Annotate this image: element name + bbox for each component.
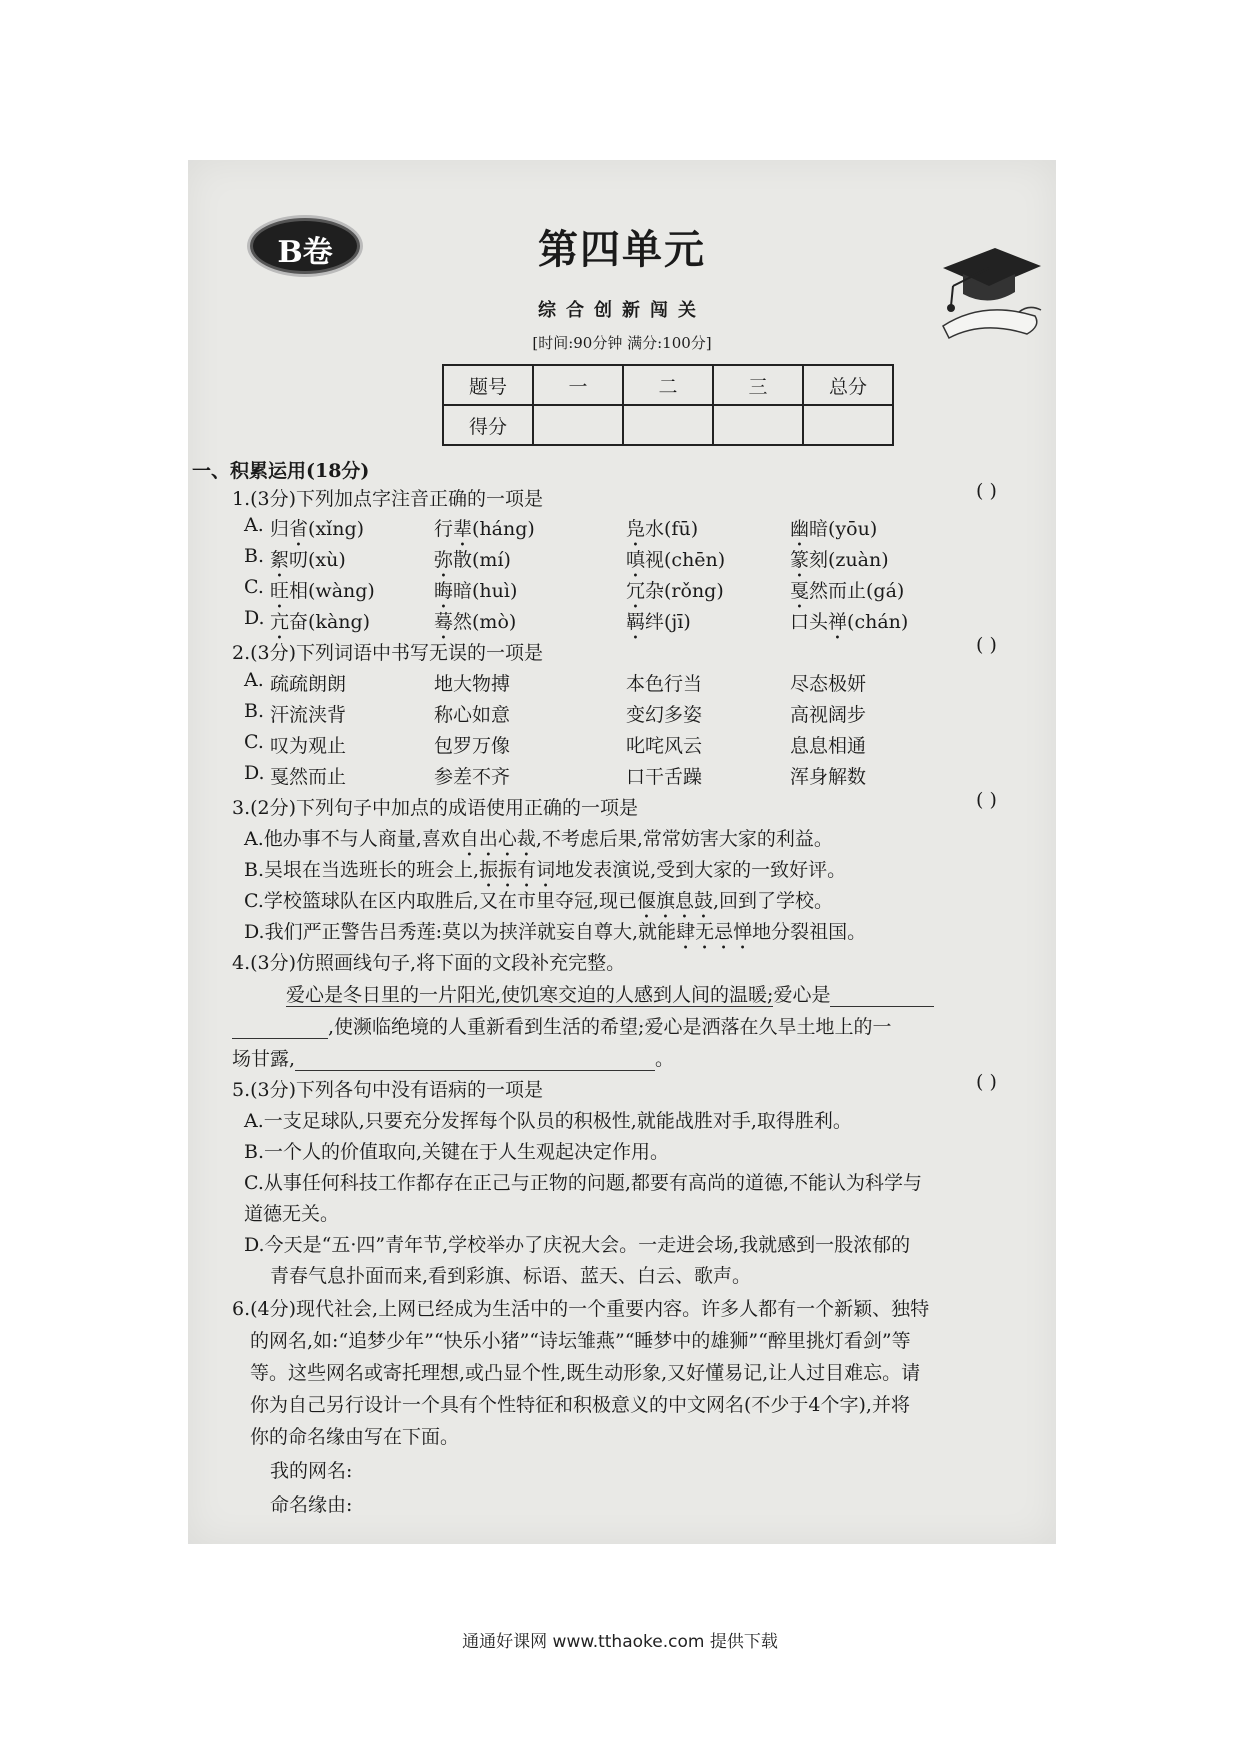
question-6-line: 你的命名缘由写在下面。	[250, 1426, 460, 1448]
score-header-cell: 一	[533, 365, 623, 405]
unit-title: 第四单元	[538, 226, 706, 273]
score-cell[interactable]	[713, 405, 803, 445]
volume-badge-text: B卷	[277, 235, 333, 270]
option-word: 口干舌躁	[626, 766, 703, 788]
option-word: 称心如意	[434, 704, 511, 726]
option-word: 息息相通	[790, 735, 867, 757]
option-word: 高视阔步	[790, 704, 867, 726]
option-letter: C.	[244, 576, 264, 598]
answer-blank[interactable]	[232, 1018, 328, 1039]
answer-paren[interactable]: ( )	[976, 480, 997, 502]
unit-subtitle: 综合创新闯关	[538, 300, 706, 321]
option-word: 幽暗(yōu)	[790, 518, 878, 540]
question-1-stem: 1.(3分)下列加点字注音正确的一项是	[232, 488, 544, 510]
option-word: 包罗万像	[434, 735, 511, 757]
question-4-stem: 4.(3分)仿照画线句子,将下面的文段补充完整。	[232, 952, 626, 974]
option-word: 地大物搏	[434, 673, 511, 695]
option-sentence: B.一个人的价值取向,关键在于人生观起决定作用。	[244, 1141, 670, 1163]
answer-blank[interactable]	[295, 1050, 655, 1071]
question-2-stem: 2.(3分)下列词语中书写无误的一项是	[232, 642, 544, 664]
option-letter: A.	[244, 669, 264, 691]
score-row-label: 得分	[443, 405, 533, 445]
graduation-cap-icon	[923, 230, 1053, 340]
question-3-stem: 3.(2分)下列句子中加点的成语使用正确的一项是	[232, 797, 639, 819]
naming-reason-label: 命名缘由:	[270, 1494, 353, 1516]
score-cell[interactable]	[533, 405, 623, 445]
score-header-cell: 三	[713, 365, 803, 405]
answer-paren[interactable]: ( )	[976, 789, 997, 811]
question-4-line: 爱心是冬日里的一片阳光,使饥寒交迫的人感到人间的温暖;爱心是	[286, 980, 934, 1007]
question-6-line: 你为自己另行设计一个具有个性特征和积极意义的中文网名(不少于4个字),并将	[250, 1394, 910, 1416]
option-word: 旺相(wàng)	[270, 580, 375, 602]
option-word: 羁绊(jī)	[626, 611, 691, 633]
option-sentence: A.他办事不与人商量,喜欢自出心裁,不考虑后果,常常妨害大家的利益。	[244, 828, 833, 850]
option-sentence: C.从事任何科技工作都存在正己与正物的问题,都要有高尚的道德,不能认为科学与	[244, 1172, 922, 1194]
option-word: 本色行当	[626, 673, 703, 695]
question-6-line: 的网名,如:“追梦少年”“快乐小猪”“诗坛雏燕”“睡梦中的雄狮”“醉里挑灯看剑”等	[250, 1330, 911, 1352]
option-letter: A.	[244, 514, 264, 536]
download-footer: 通通好课网 www.tthaoke.com 提供下载	[462, 1632, 778, 1652]
option-sentence-cont: 道德无关。	[244, 1203, 340, 1225]
option-word: 篆刻(zuàn)	[790, 549, 889, 571]
score-header-cell: 题号	[443, 365, 533, 405]
option-word: 疏疏朗朗	[270, 673, 347, 695]
question-4-line: ,使濒临绝境的人重新看到生活的希望;爱心是洒落在久旱土地上的一	[232, 1012, 891, 1039]
option-word: 絮叨(xù)	[270, 549, 346, 571]
option-word: 归省(xǐng)	[270, 518, 365, 540]
answer-paren[interactable]: ( )	[976, 634, 997, 656]
option-word: 汗流浃背	[270, 704, 347, 726]
option-word: 口头禅(chán)	[790, 611, 909, 633]
net-name-label: 我的网名:	[270, 1460, 353, 1482]
section-title: 一、积累运用(18分)	[192, 460, 370, 482]
option-letter: D.	[244, 762, 265, 784]
answer-paren[interactable]: ( )	[976, 1071, 997, 1093]
option-word: 冗杂(rǒng)	[626, 580, 724, 602]
time-info: [时间:90分钟 满分:100分]	[532, 334, 712, 352]
option-word: 叱咤风云	[626, 735, 703, 757]
score-header-cell: 二	[623, 365, 713, 405]
score-table	[442, 364, 894, 446]
scanned-page	[188, 160, 1056, 1544]
option-word: 弥散(mí)	[434, 549, 511, 571]
option-word: 戛然而止(gá)	[790, 580, 905, 602]
score-cell[interactable]	[803, 405, 893, 445]
option-word: 嗔视(chēn)	[626, 549, 726, 571]
option-word: 浑身解数	[790, 766, 867, 788]
option-word: 戛然而止	[270, 766, 347, 788]
answer-blank[interactable]	[830, 986, 934, 1007]
score-header-cell: 总分	[803, 365, 893, 405]
option-sentence: A.一支足球队,只要充分发挥每个队员的积极性,就能战胜对手,取得胜利。	[244, 1110, 852, 1132]
question-4-line: 场甘露, 。	[232, 1048, 675, 1070]
option-sentence-cont: 青春气息扑面而来,看到彩旗、标语、蓝天、白云、歌声。	[270, 1265, 752, 1287]
option-sentence: D.今天是“五·四”青年节,学校举办了庆祝大会。一走进会场,我就感到一股浓郁的	[244, 1234, 911, 1256]
option-word: 尽态极妍	[790, 673, 867, 695]
option-word: 蓦然(mò)	[434, 611, 517, 633]
option-sentence: C.学校篮球队在区内取胜后,又在市里夺冠,现已偃旗息鼓,回到了学校。	[244, 890, 834, 912]
question-6-stem: 6.(4分)现代社会,上网已经成为生活中的一个重要内容。许多人都有一个新颖、独特	[232, 1298, 930, 1320]
option-word: 参差不齐	[434, 766, 511, 788]
option-word: 亢奋(kàng)	[270, 611, 371, 633]
option-word: 行辈(háng)	[434, 518, 535, 540]
option-letter: C.	[244, 731, 264, 753]
question-6-line: 等。这些网名或寄托理想,或凸显个性,既生动形象,又好懂易记,让人过目难忘。请	[250, 1362, 921, 1384]
option-letter: B.	[244, 545, 265, 567]
score-cell[interactable]	[623, 405, 713, 445]
option-letter: D.	[244, 607, 265, 629]
option-word: 凫水(fū)	[626, 518, 699, 540]
question-5-stem: 5.(3分)下列各句中没有语病的一项是	[232, 1079, 544, 1101]
option-word: 晦暗(huì)	[434, 580, 518, 602]
option-sentence: D.我们严正警告吕秀莲:莫以为挟洋就妄自尊大,就能肆无忌惮地分裂祖国。	[244, 921, 867, 943]
option-letter: B.	[244, 700, 265, 722]
option-word: 变幻多姿	[626, 704, 703, 726]
option-word: 叹为观止	[270, 735, 347, 757]
option-sentence: B.吴垠在当选班长的班会上,振振有词地发表演说,受到大家的一致好评。	[244, 859, 847, 881]
